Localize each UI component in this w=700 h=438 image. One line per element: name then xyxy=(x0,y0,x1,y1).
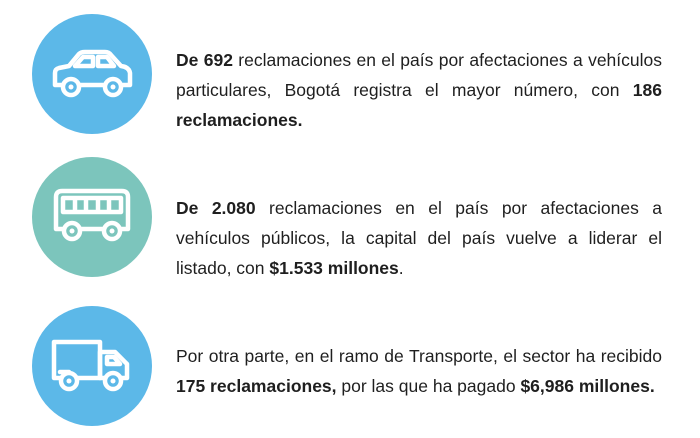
car-text: De 692 reclamaciones en el país por afectaciones a vehículos particulares, Bogotá registra el mayor número, con 186 reclamaciones. xyxy=(176,50,662,130)
truck-text: Por otra parte, en el ramo de Transporte, el sector ha recibido 175 reclamaciones, por las que ha pagado $6,986 millones. xyxy=(176,346,662,396)
bus-circle xyxy=(32,157,152,277)
bus-count: De 2.080 xyxy=(176,198,256,218)
car-bogota-count: 186 reclamaciones. xyxy=(176,80,662,130)
car-count: De 692 xyxy=(176,50,233,70)
truck-count: 175 reclamaciones, xyxy=(176,376,337,396)
bus-icon xyxy=(50,185,134,249)
bus-text: De 2.080 reclamaciones en el país por afectaciones a vehículos públicos, la capital del país vuelve a liderar el listado, con $1.533 millones. xyxy=(176,198,662,278)
truck-circle xyxy=(32,306,152,426)
bus-amount: $1.533 millones xyxy=(269,258,399,278)
car-circle xyxy=(32,14,152,134)
truck-amount: $6,986 millones. xyxy=(520,376,655,396)
truck-icon xyxy=(49,336,135,396)
car-icon xyxy=(49,43,135,105)
